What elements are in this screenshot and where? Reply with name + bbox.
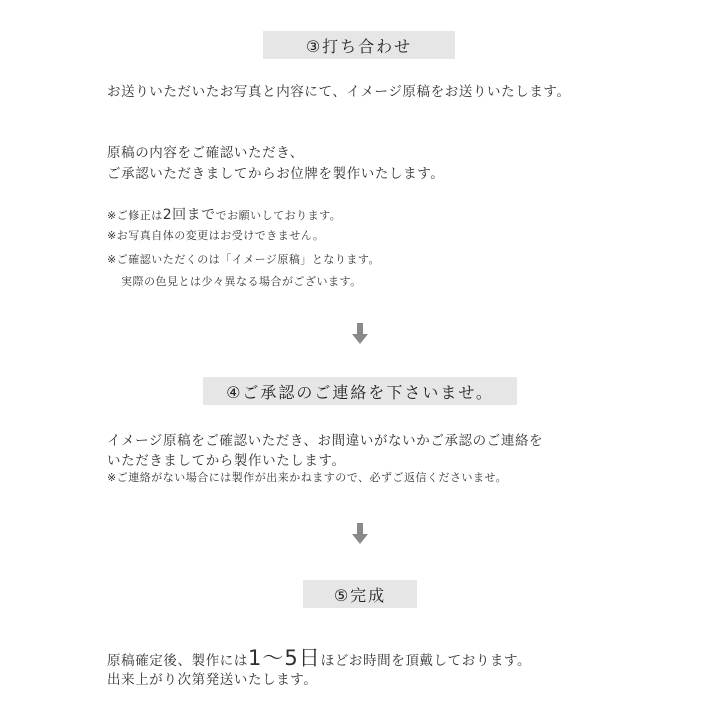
step3-note4: 実際の色見とは少々異なる場合がございます。 [121, 275, 362, 288]
arrow-down-icon [351, 523, 369, 545]
step4-line1: イメージ原稿をご確認いただき、お間違いがないかご承認のご連絡を [107, 433, 544, 449]
step5-line2: 出来上がり次第発送いたします。 [107, 672, 318, 688]
step3-header [263, 31, 455, 59]
arrow-down-icon [351, 323, 369, 345]
step3-line1: お送りいただいたお写真と内容にて、イメージ原稿をお送りいたします。 [107, 84, 571, 100]
step3-note1 [107, 204, 341, 224]
step4-line2: いただきましてから製作いたします。 [107, 453, 346, 469]
step5-line1-post: ほどお時間を頂戴しております。 [320, 653, 532, 669]
step4-note1: ※ご連絡がない場合には製作が出来かねますので、必ずご返信くださいませ。 [107, 471, 508, 484]
step3-note2: ※お写真自体の変更はお受けできません。 [107, 229, 325, 242]
step5-line1-pre: 原稿確定後、製作には [107, 653, 248, 669]
step3-line2: 原稿の内容をご確認いただき、 [107, 145, 304, 161]
step3-note3: ※ご確認いただくのは「イメージ原稿」となります。 [107, 253, 381, 266]
step5-line1-em: 1〜5日 [248, 646, 321, 670]
step3-note1-pre: ※ご修正は [107, 209, 163, 222]
step4-header [203, 377, 517, 405]
step3-title: ③打ち合わせ [305, 36, 413, 56]
step3-note1-em: 2回まで [162, 207, 216, 223]
step3-line3: ご承認いただきましてからお位牌を製作いたします。 [107, 166, 445, 182]
step4-title: ④ご承認のご連絡を下さいませ。 [226, 382, 494, 402]
step5-title: ⑤完成 [333, 585, 387, 605]
step5-header [303, 580, 417, 608]
step3-note1-post: でお願いしております。 [215, 209, 342, 222]
